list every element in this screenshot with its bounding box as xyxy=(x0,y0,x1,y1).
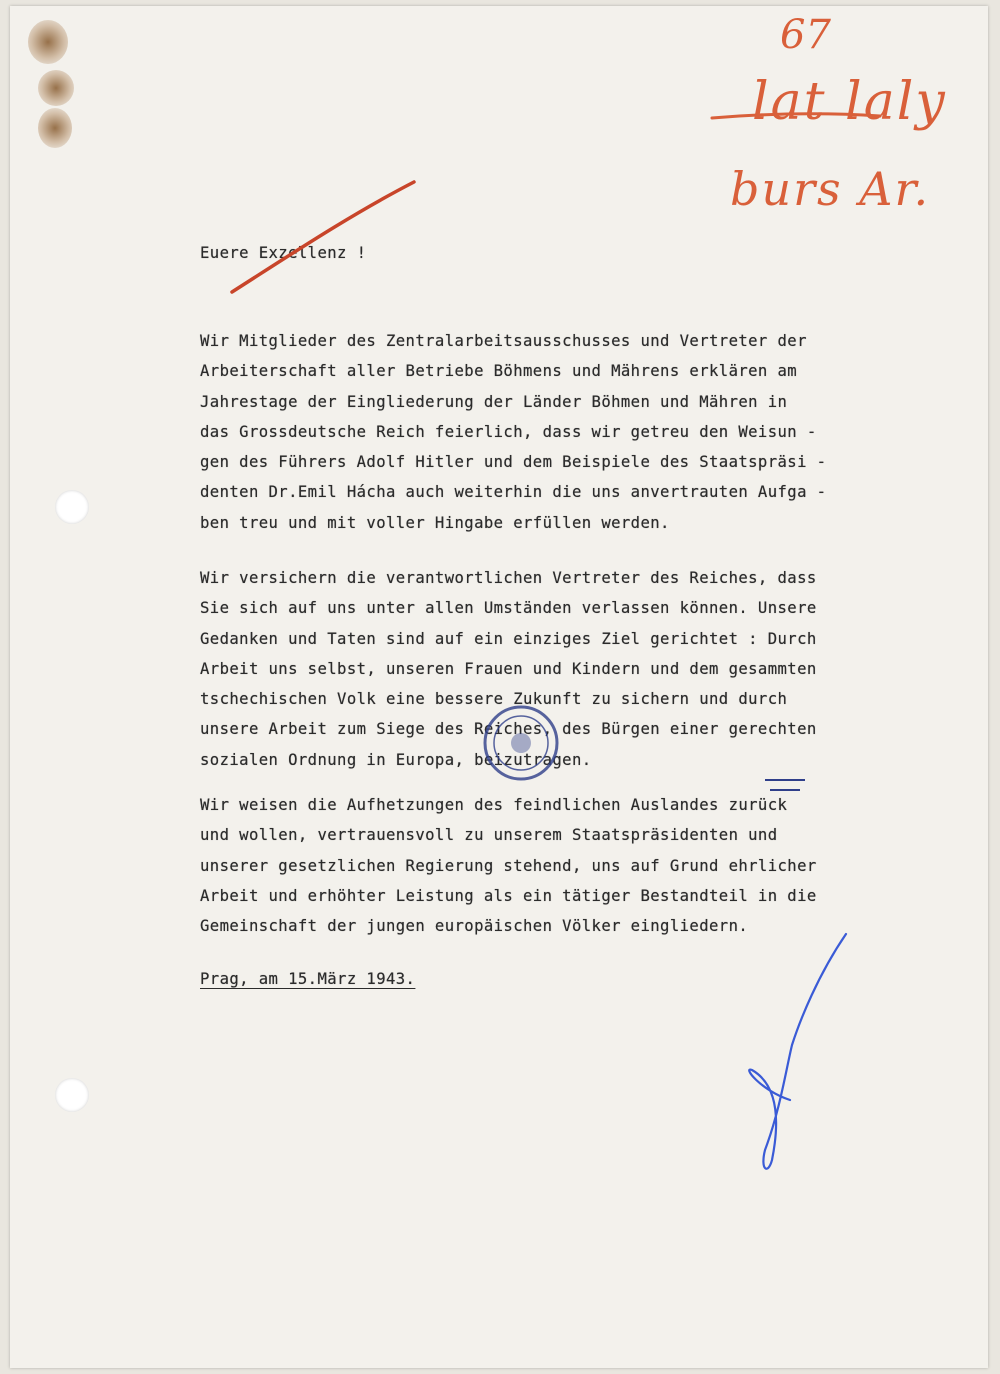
text-line: Gemeinschaft der jungen europäischen Völker eingliedern. xyxy=(200,917,749,936)
text-line: Arbeit und erhöhter Leistung als ein tätiger Bestandteil in die xyxy=(200,886,817,905)
text-line: Wir Mitglieder des Zentralarbeitsausschusses und Vertreter der xyxy=(200,332,807,350)
text-line: Arbeiterschaft aller Betriebe Böhmens und Mährens erklären am xyxy=(200,362,798,381)
salutation: Euere Exzellenz ! xyxy=(200,244,367,262)
blue-stamp-mark xyxy=(765,780,805,790)
handwritten-signature xyxy=(749,934,846,1169)
text-line: Arbeit uns selbst, unseren Frauen und Kindern und dem gesammten xyxy=(200,659,817,678)
text-line: tschechischen Volk eine bessere Zukunft zu sichern und durch xyxy=(200,690,788,709)
text-line: ben treu und mit voller Hingabe erfüllen werden. xyxy=(200,513,670,532)
pen-marks-layer xyxy=(10,6,988,1368)
text-line: sozialen Ordnung in Europa, beizutragen. xyxy=(200,750,592,769)
text-line: gen des Führers Adolf Hitler und dem Beispiele des Staatspräsi - xyxy=(200,453,827,472)
handwritten-note-line2: burs Ar. xyxy=(730,162,931,216)
red-pencil-underline xyxy=(712,114,880,118)
round-stamp xyxy=(485,707,557,779)
text-line: Wir versichern die verantwortlichen Vertreter des Reiches, dass xyxy=(200,569,817,587)
document-page xyxy=(10,6,988,1368)
text-line: denten Dr.Emil Hácha auch weiterhin die uns anvertrauten Aufga - xyxy=(200,483,827,502)
handwritten-note-line1: lat laly xyxy=(752,72,947,132)
text-line: unsere Arbeit zum Siege des Reiches, des Bürgen einer gerechten xyxy=(200,720,817,739)
text-line: unserer gesetzlichen Regierung stehend, uns auf Grund ehrlicher xyxy=(200,856,817,875)
text-line: Gedanken und Taten sind auf ein einziges Ziel gerichtet : Durch xyxy=(200,629,817,648)
red-strikethrough-mark xyxy=(232,182,414,292)
dateline: Prag, am 15.März 1943. xyxy=(200,970,416,988)
text-line: Jahrestage der Eingliederung der Länder Böhmen und Mähren in xyxy=(200,392,788,411)
text-line: und wollen, vertrauensvoll zu unserem Staatspräsidenten und xyxy=(200,826,778,845)
text-line: das Grossdeutsche Reich feierlich, dass wir getreu den Weisun - xyxy=(200,422,817,441)
text-line: Wir weisen die Aufhetzungen des feindlichen Auslandes zurück xyxy=(200,796,788,814)
text-line: Sie sich auf uns unter allen Umständen verlassen können. Unsere xyxy=(200,599,817,618)
folio-number: 67 xyxy=(780,12,831,58)
